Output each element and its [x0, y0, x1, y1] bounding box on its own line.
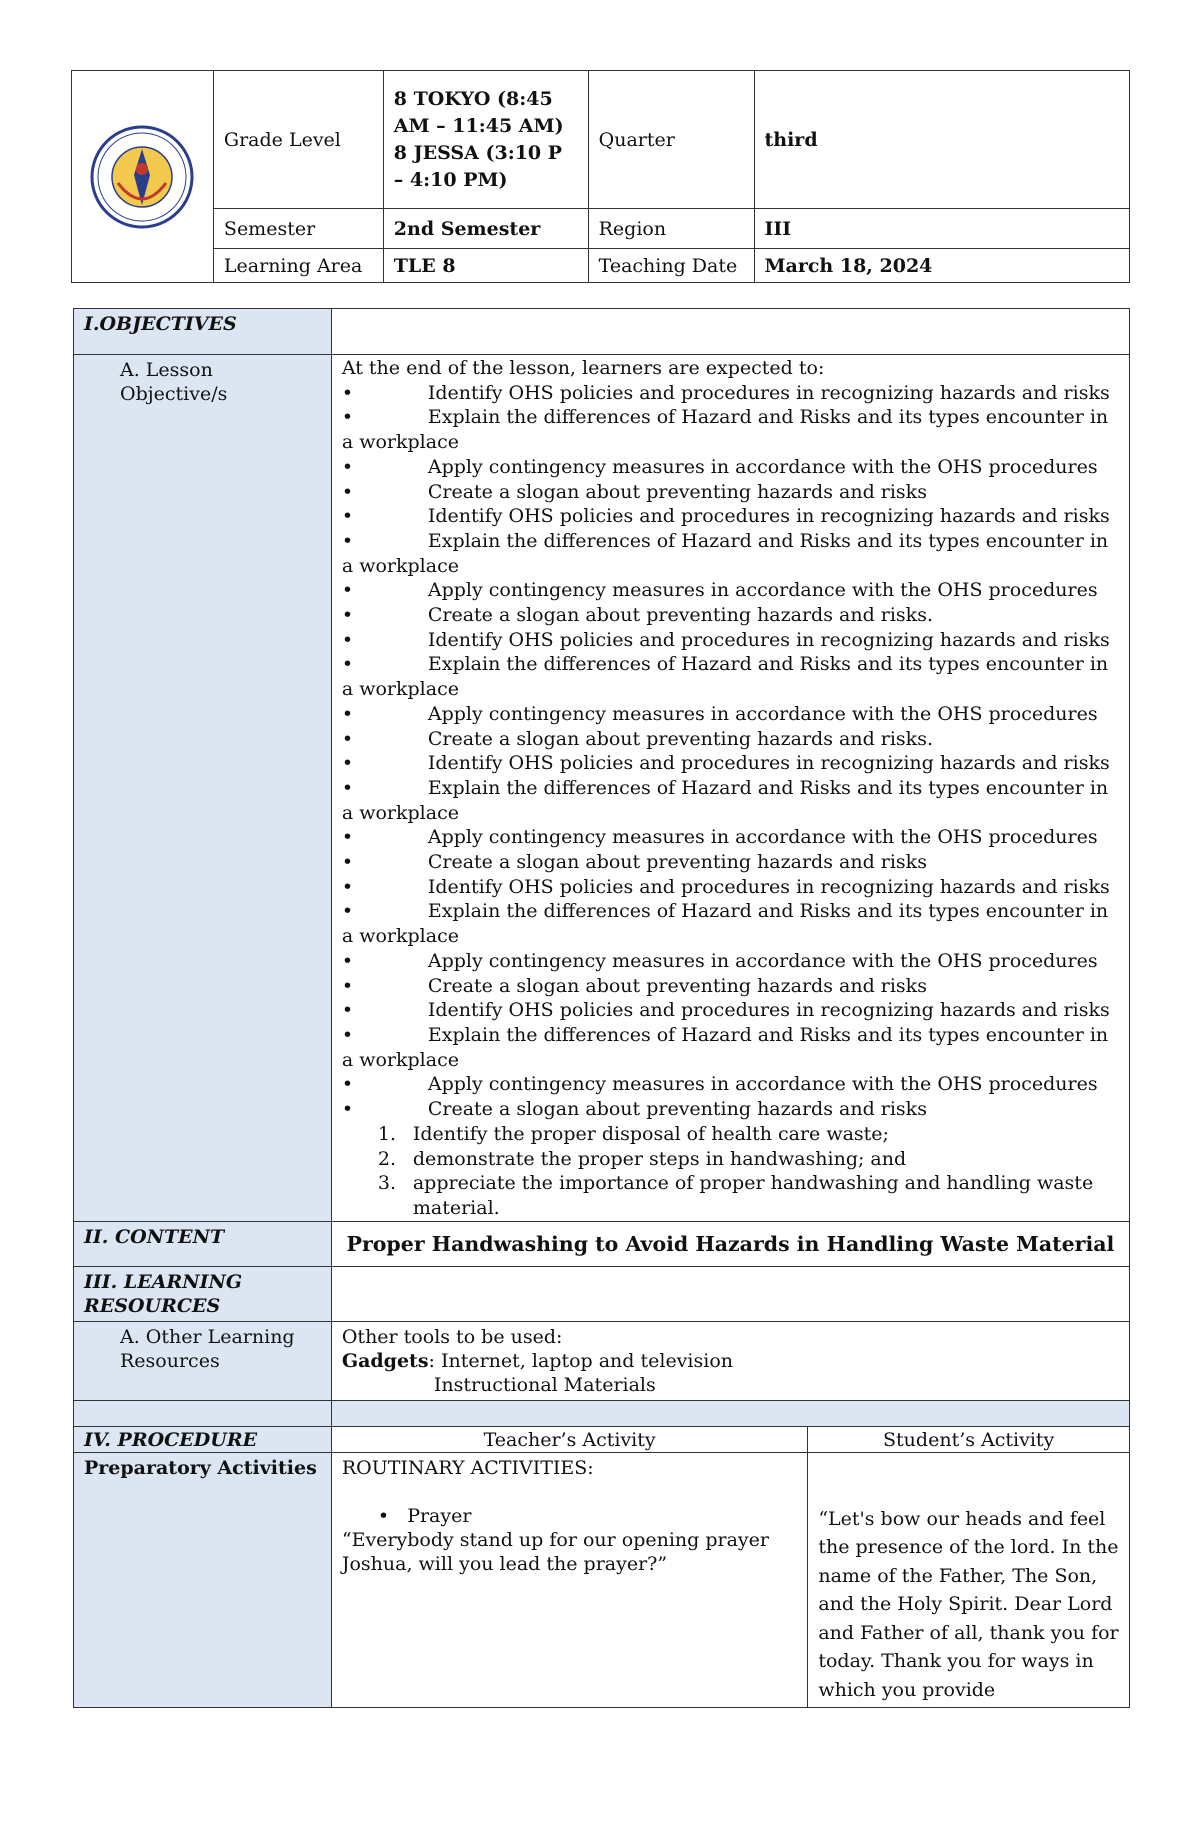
header-table: [71, 70, 1130, 283]
objective-text: Explain the differences of Hazard and Risks and its types encounter in a workplace: [341, 776, 1109, 824]
objectives-empty: [331, 309, 1129, 355]
lesson-objectives-label-text: A. Lesson Objective/s: [120, 359, 228, 405]
objective-text: Identify OHS policies and procedures in recognizing hazards and risks: [427, 875, 1110, 898]
bullet-icon: •: [341, 406, 354, 429]
bullet-icon: •: [341, 1073, 354, 1096]
resources-empty: [331, 1266, 1129, 1321]
objective-bullet-item: [342, 974, 1119, 999]
lesson-objectives-label: [74, 355, 332, 1222]
bullet-icon: •: [341, 529, 354, 552]
lesson-objectives-cell: [331, 355, 1129, 1222]
objective-bullet-item: [342, 998, 1119, 1023]
bullet-icon: •: [341, 702, 354, 725]
objective-text: Explain the differences of Hazard and Risks and its types encounter in a workplace: [341, 1023, 1109, 1071]
objective-bullet-item: [342, 405, 1119, 454]
bullet-icon: •: [341, 900, 354, 923]
objectives-intro: At the end of the lesson, learners are expected to:: [341, 357, 825, 379]
objective-text: Apply contingency measures in accordance with the OHS procedures: [427, 579, 1098, 602]
objective-bullet-item: [342, 480, 1119, 505]
other-resources-cell: [331, 1321, 1129, 1400]
objective-bullet-item: [342, 825, 1119, 850]
objective-numbered-item: [342, 1122, 1119, 1147]
gadgets-label: Gadgets: [341, 1349, 429, 1372]
teacher-activity-cell: [331, 1452, 807, 1708]
bullet-icon: •: [341, 653, 354, 676]
student-activity-cell: [808, 1452, 1130, 1708]
bullet-icon: •: [341, 875, 354, 898]
objective-text: Identify OHS policies and procedures in recognizing hazards and risks: [427, 381, 1110, 404]
bullet-icon: •: [341, 505, 354, 528]
objective-bullet-item: [342, 1072, 1119, 1097]
student-prayer-line: “Let's bow our heads and feel the presence of the lord. In the name of the Father, The Son, and the Holy Spirit. Dear Lord and Father of all, thank you for today. Thank you for ways in which you provide: [818, 1507, 1119, 1701]
objective-bullet-item: [342, 455, 1119, 480]
lesson-plan-table: [73, 308, 1130, 1708]
semester-label: Semester: [213, 209, 383, 249]
bullet-icon: •: [341, 381, 354, 404]
content-heading: II. CONTENT: [74, 1221, 332, 1266]
prayer-bullet-icon: •: [377, 1504, 408, 1527]
objective-text: Create a slogan about preventing hazards and risks: [427, 480, 927, 503]
objective-text: Create a slogan about preventing hazards and risks: [427, 851, 927, 874]
numbered-text: demonstrate the proper steps in handwashing; and: [412, 1147, 907, 1170]
teaching-date-label: Teaching Date: [588, 249, 754, 283]
objective-text: Apply contingency measures in accordance with the OHS procedures: [427, 702, 1098, 725]
objective-text: Apply contingency measures in accordance with the OHS procedures: [427, 826, 1098, 849]
prayer-item: [342, 1504, 797, 1528]
bullet-icon: •: [341, 974, 354, 997]
objective-bullet-item: [342, 578, 1119, 603]
objective-numbered-item: [342, 1171, 1119, 1220]
content-title: Proper Handwashing to Avoid Hazards in Handling Waste Material: [331, 1221, 1129, 1266]
objective-text: Create a slogan about preventing hazards and risks: [427, 974, 927, 997]
bullet-icon: •: [341, 480, 354, 503]
bullet-icon: •: [341, 776, 354, 799]
objective-bullet-item: [342, 949, 1119, 974]
bullet-icon: •: [341, 1098, 354, 1121]
teacher-activity-header: Teacher’s Activity: [331, 1426, 807, 1452]
objective-bullet-item: [342, 628, 1119, 653]
bullet-icon: •: [341, 826, 354, 849]
bullet-icon: •: [341, 949, 354, 972]
objective-text: Apply contingency measures in accordance with the OHS procedures: [427, 949, 1098, 972]
objective-text: Identify OHS policies and procedures in recognizing hazards and risks: [427, 999, 1110, 1022]
semester-value: 2nd Semester: [383, 209, 588, 249]
resources-heading: III. LEARNING RESOURCES: [74, 1266, 332, 1321]
objective-text: Apply contingency measures in accordance with the OHS procedures: [427, 1073, 1098, 1096]
bullet-icon: •: [341, 727, 354, 750]
learning-area-value: TLE 8: [383, 249, 588, 283]
spacer-left: [74, 1400, 332, 1426]
objectives-numbered-list: [342, 1122, 1119, 1221]
teaching-date-value: March 18, 2024: [754, 249, 1130, 283]
objective-text: Identify OHS policies and procedures in recognizing hazards and risks: [427, 505, 1110, 528]
objective-bullet-item: [342, 702, 1119, 727]
objective-bullet-item: [342, 850, 1119, 875]
bullet-icon: •: [341, 628, 354, 651]
routinary-activities: ROUTINARY ACTIVITIES:: [341, 1456, 594, 1479]
item-number: 3.: [377, 1172, 396, 1195]
objective-text: Identify OHS policies and procedures in recognizing hazards and risks: [427, 628, 1110, 651]
objective-bullet-item: [342, 504, 1119, 529]
objective-text: Create a slogan about preventing hazards and risks: [427, 1098, 927, 1121]
objective-text: Explain the differences of Hazard and Risks and its types encounter in a workplace: [341, 900, 1109, 948]
region-label: Region: [588, 209, 754, 249]
grade-level-label: Grade Level: [213, 71, 383, 209]
objective-bullet-item: [342, 776, 1119, 825]
objective-bullet-item: [342, 603, 1119, 628]
bullet-icon: •: [341, 1023, 354, 1046]
logo-cell: [72, 71, 214, 283]
item-number: 1.: [377, 1122, 396, 1145]
spacer-right: [331, 1400, 1129, 1426]
objective-text: Identify OHS policies and procedures in recognizing hazards and risks: [427, 752, 1110, 775]
objective-bullet-item: [342, 1097, 1119, 1122]
objective-bullet-item: [342, 899, 1119, 948]
objective-bullet-item: [342, 1023, 1119, 1072]
other-resources-label: [74, 1321, 332, 1400]
bullet-icon: •: [341, 604, 354, 627]
objective-numbered-item: [342, 1147, 1119, 1172]
item-number: 2.: [377, 1147, 396, 1170]
quarter-value: third: [754, 71, 1130, 209]
objective-bullet-item: [342, 381, 1119, 406]
other-resources-label-text: A. Other Learning Resources: [120, 1325, 295, 1372]
objective-text: Create a slogan about preventing hazards and risks.: [427, 604, 933, 627]
grade-level-value: 8 TOKYO (8:45 AM – 11:45 AM) 8 JESSA (3:10 P – 4:10 PM): [383, 71, 588, 209]
objectives-bullet-list: [342, 381, 1119, 1122]
learning-area-label: Learning Area: [213, 249, 383, 283]
quarter-label: Quarter: [588, 71, 754, 209]
objective-text: Explain the differences of Hazard and Risks and its types encounter in a workplace: [341, 406, 1109, 454]
objective-text: Explain the differences of Hazard and Risks and its types encounter in a workplace: [341, 529, 1109, 577]
bullet-icon: •: [341, 455, 354, 478]
objective-bullet-item: [342, 529, 1119, 578]
region-value: III: [754, 209, 1130, 249]
bullet-icon: •: [341, 752, 354, 775]
student-activity-header: Student’s Activity: [808, 1426, 1130, 1452]
deped-seal-logo: [90, 125, 194, 229]
objective-text: Explain the differences of Hazard and Risks and its types encounter in a workplace: [341, 653, 1109, 701]
objective-bullet-item: [342, 652, 1119, 701]
procedure-heading: IV. PROCEDURE: [74, 1426, 332, 1452]
preparatory-activities-label: Preparatory Activities: [74, 1452, 332, 1708]
objectives-heading: I.OBJECTIVES: [74, 309, 332, 355]
prayer-label: Prayer: [407, 1504, 472, 1527]
gadgets-value: : Internet, laptop and television: [428, 1349, 733, 1372]
teacher-prayer-line: “Everybody stand up for our opening prayer Joshua, will you lead the prayer?”: [341, 1528, 769, 1575]
bullet-icon: •: [341, 999, 354, 1022]
objective-bullet-item: [342, 727, 1119, 752]
objective-bullet-item: [342, 875, 1119, 900]
bullet-icon: •: [341, 579, 354, 602]
numbered-text: Identify the proper disposal of health care waste;: [412, 1122, 889, 1145]
objective-text: Create a slogan about preventing hazards and risks.: [427, 727, 933, 750]
bullet-icon: •: [341, 851, 354, 874]
objective-text: Apply contingency measures in accordance with the OHS procedures: [427, 455, 1098, 478]
other-tools-intro: Other tools to be used:: [341, 1325, 563, 1348]
gadgets-line: [342, 1349, 1119, 1373]
numbered-text: appreciate the importance of proper handwashing and handling waste material.: [412, 1172, 1094, 1219]
objective-bullet-item: [342, 751, 1119, 776]
instructional-materials: Instructional Materials: [433, 1373, 656, 1396]
